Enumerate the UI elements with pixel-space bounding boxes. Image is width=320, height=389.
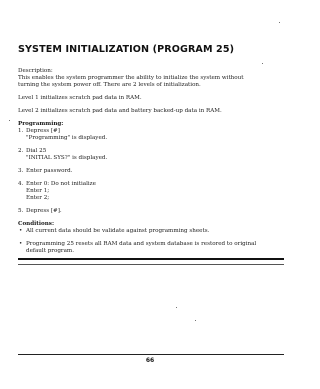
step-3-line-1: Enter password. xyxy=(26,168,73,174)
footer-divider xyxy=(18,354,284,355)
condition-2-line-1: Programming 25 resets all RAM data and system database is restored to original xyxy=(26,241,257,247)
description-line-2: turning the system power off. There are 2 levels of initialization. xyxy=(18,82,201,88)
condition-1-bullet: • xyxy=(19,228,23,234)
section-divider-thick xyxy=(18,258,284,260)
description-line-1: This enables the system programmer the ability to initialize the system without xyxy=(18,75,244,81)
step-4-number: 4. xyxy=(18,181,24,187)
step-4-line-2: Enter 1; xyxy=(26,188,50,194)
step-5-number: 5. xyxy=(18,208,24,214)
step-3-number: 3. xyxy=(18,168,24,174)
step-1-line-1: Depress [#] xyxy=(26,128,60,134)
level-1-text: Level 1 initializes scratch pad data in RAM. xyxy=(18,95,142,101)
step-1-line-2: "Programming" is displayed. xyxy=(26,135,108,141)
description-label: Description: xyxy=(18,68,53,74)
step-2-number: 2. xyxy=(18,148,24,154)
programming-label: Programming: xyxy=(18,121,64,127)
step-2-line-1: Dial 25 xyxy=(26,148,47,154)
step-1-number: 1. xyxy=(18,128,24,134)
step-5-line-1: Depress [#]. xyxy=(26,208,62,214)
scan-speck xyxy=(262,63,263,64)
step-2-line-2: "INITIAL SYS?" is displayed. xyxy=(26,155,108,161)
section-divider-thin xyxy=(18,264,284,265)
page-number: 66 xyxy=(145,357,155,364)
page-title: SYSTEM INITIALIZATION (PROGRAM 25) xyxy=(18,44,235,55)
scan-speck xyxy=(176,307,177,308)
scan-speck xyxy=(195,320,196,321)
condition-2-bullet: • xyxy=(19,241,23,247)
condition-2-line-2: default program. xyxy=(26,248,75,254)
conditions-label: Conditions: xyxy=(18,221,55,227)
condition-1-line-1: All current data should be validate against programming sheets. xyxy=(26,228,210,234)
step-4-line-3: Enter 2; xyxy=(26,195,50,201)
step-4-line-1: Enter 0: Do not initialize xyxy=(26,181,96,187)
level-2-text: Level 2 initializes scratch pad data and battery backed-up data in RAM. xyxy=(18,108,222,114)
scan-speck xyxy=(279,22,280,23)
scan-speck xyxy=(9,120,10,121)
